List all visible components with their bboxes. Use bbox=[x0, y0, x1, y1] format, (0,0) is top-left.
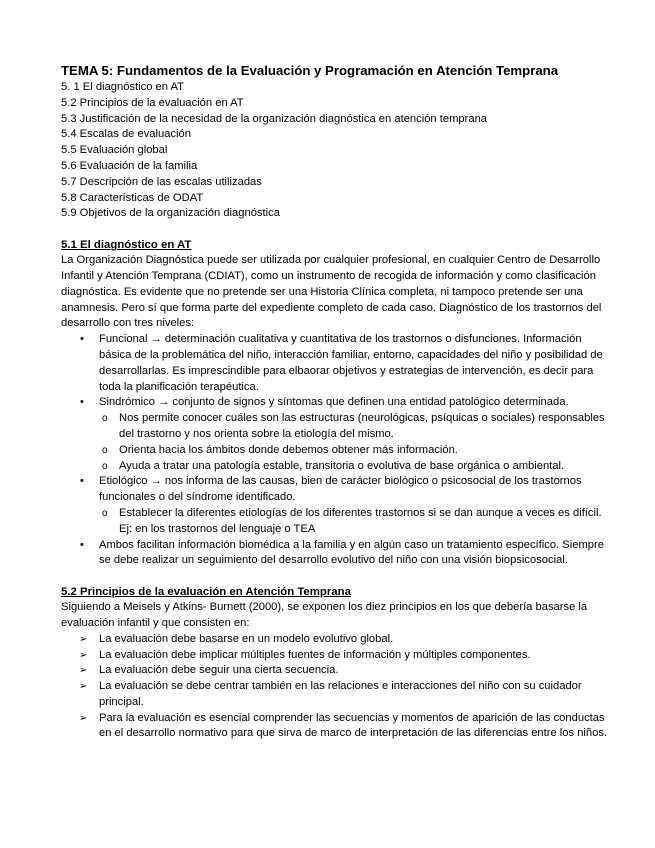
list-item-text: Para la evaluación es esencial comprender las secuencias y momentos de aparición de las conductas en el desarrollo normativo para que sirva de marco de interpretación de las diferencias entre los niños. bbox=[99, 711, 608, 740]
toc-item: 5. 1 El diagnóstico en AT bbox=[61, 81, 184, 93]
sub-list bbox=[99, 506, 615, 538]
toc-item: 5.6 Evaluación de la familia bbox=[61, 159, 198, 172]
toc-item: 5.3 Justificación de la necesidad de la organización diagnóstica en atención temprana bbox=[61, 112, 488, 125]
section-heading: 5.2 Principios de la evaluación en Atención Temprana bbox=[61, 586, 351, 599]
toc-item: 5.2 Principios de la evaluación en AT bbox=[61, 96, 244, 109]
bullet-icon: • bbox=[80, 396, 84, 409]
diagnosis-levels-list bbox=[61, 332, 615, 569]
list-item-text: La evaluación debe seguir una cierta secuencia. bbox=[99, 664, 339, 677]
list-item-text: La evaluación se debe centrar también en las relaciones e interacciones del niño con su cuidador principal. bbox=[99, 680, 582, 708]
sub-list-item-text: Ayuda a tratar una patología estable, transitoria o evolutiva de base orgánica o ambiental. bbox=[119, 459, 565, 472]
toc-item: 5.5 Evaluación global bbox=[61, 144, 168, 157]
list-item-text: Sindrómico → conjunto de signos y síntomas que definen una entidad patológico determinada. bbox=[99, 396, 569, 409]
bullet-icon: • bbox=[80, 333, 84, 346]
sub-list-item-text: Nos permite conocer cuáles son las estructuras (neurológicas, psíquicas o sociales) responsables del trastorno y nos orienta sobre la etiología del mismo. bbox=[119, 412, 605, 440]
arrow-bullet-icon: ➢ bbox=[79, 712, 88, 724]
list-item bbox=[79, 663, 615, 679]
circle-bullet-icon: o bbox=[102, 413, 108, 425]
sub-list-item-text: Establecer la diferentes etiologías de los diferentes trastornos si se dan aunque a veces es difícil. Ej: en los trastornos del lenguaje o TEA bbox=[119, 506, 602, 535]
list-item-text: Ambos facilitan información biomédica a la familia y en algún caso un tratamiento específico. Siempre se debe realizar un seguimiento del desarrollo evolutivo del niño con una visión biopsicosocial. bbox=[99, 538, 604, 567]
list-item bbox=[80, 332, 615, 395]
list-item bbox=[80, 474, 615, 537]
arrow-bullet-icon: ➢ bbox=[79, 665, 88, 677]
list-item bbox=[79, 632, 615, 648]
list-item bbox=[79, 679, 615, 711]
principles-list bbox=[61, 632, 615, 743]
sub-list-item bbox=[102, 459, 615, 475]
bullet-icon: • bbox=[80, 475, 84, 488]
list-item-text: Funcional → determinación cualitativa y cuantitativa de los trastornos o disfunciones. Información básica de la problemática del niño, interacción familiar, entorno, capacidades del niño y posibilidad de desarrollarlas. Es imprescindible para elbaorar objetivos y estrategias de intervención, es decir para toda la planificación terapéutica. bbox=[99, 333, 603, 393]
arrow-bullet-icon: ➢ bbox=[79, 649, 88, 661]
sub-list-item bbox=[102, 411, 615, 443]
list-item-text: La evaluación debe implicar múltiples fuentes de información y múltiples componentes. bbox=[99, 648, 531, 661]
sub-list-item-text: Orienta hacia los ámbitos donde debemos obtener más información. bbox=[119, 443, 458, 456]
toc-item: 5.4 Escalas de evaluación bbox=[61, 128, 191, 141]
list-item bbox=[79, 648, 615, 664]
toc-item: 5.7 Descripción de las escalas utilizadas bbox=[61, 175, 262, 188]
sub-list-item bbox=[102, 506, 615, 538]
section-intro: Siguiendo a Meisels y Atkins- Burnett (2000), se exponen los diez principios en los que debería basarse la evaluación infantil y que consisten en: bbox=[61, 601, 588, 629]
circle-bullet-icon: o bbox=[102, 507, 108, 519]
sub-list bbox=[99, 411, 615, 474]
section-diagnostico bbox=[61, 237, 615, 569]
toc-item: 5.8 Características de ODAT bbox=[61, 191, 204, 204]
table-of-contents bbox=[61, 80, 615, 222]
list-item bbox=[80, 538, 615, 570]
section-intro: La Organización Diagnóstica puede ser utilizada por cualquier profesional, en cualquier Centro de Desarrollo Infantil y Atención Temprana (CDIAT), como un instrumento de recogida de información y como clasificación diagnóstica. Es evidente que no pretende ser una Historia Clínica completa, ni tampoco pretende ser una anamnesis. Pero sí que forma parte del expediente completo de cada caso. Diagnóstico de los trastornos del desarrollo con tres niveles: bbox=[61, 254, 602, 330]
list-item-text: La evaluación debe basarse en un modelo evolutivo global. bbox=[99, 632, 394, 645]
list-item-text: Etiológico → nos informa de las causas, bien de carácter biológico o psicosocial de los trastornos funcionales o del síndrome identificado. bbox=[99, 475, 582, 504]
arrow-bullet-icon: ➢ bbox=[79, 681, 88, 693]
document-title: TEMA 5: Fundamentos de la Evaluación y Programación en Atención Temprana bbox=[61, 63, 559, 78]
circle-bullet-icon: o bbox=[102, 460, 108, 472]
arrow-bullet-icon: ➢ bbox=[79, 633, 88, 645]
list-item bbox=[79, 711, 615, 743]
section-principios bbox=[61, 584, 615, 742]
circle-bullet-icon: o bbox=[102, 444, 108, 456]
section-heading: 5.1 El diagnóstico en AT bbox=[61, 239, 192, 252]
list-item bbox=[80, 395, 615, 474]
bullet-icon: • bbox=[80, 538, 84, 551]
sub-list-item bbox=[102, 443, 615, 459]
toc-item: 5.9 Objetivos de la organización diagnóstica bbox=[61, 207, 280, 220]
